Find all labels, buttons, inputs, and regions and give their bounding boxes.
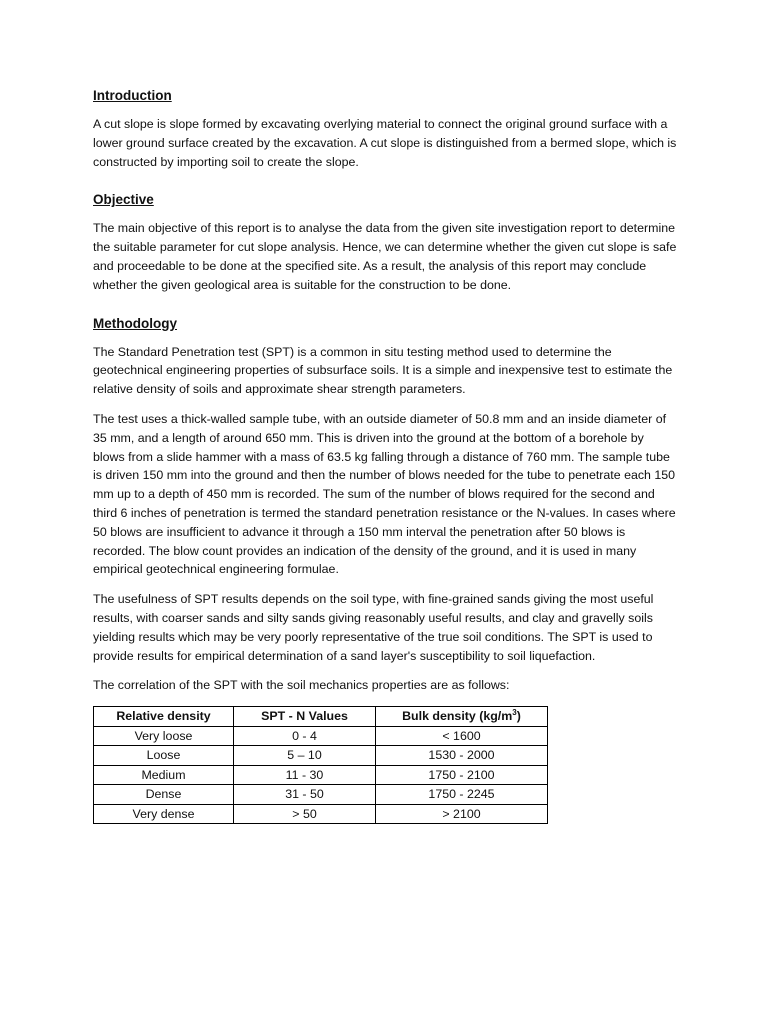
table-cell-bulk-density: 1530 - 2000 xyxy=(376,746,548,766)
table-cell-bulk-density: > 2100 xyxy=(376,804,548,824)
header-bulk-density-close: ) xyxy=(516,709,521,724)
table-row xyxy=(94,746,548,766)
table-cell-spt-n: 5 – 10 xyxy=(234,746,376,766)
table-cell-spt-n: 0 - 4 xyxy=(234,726,376,746)
table-intro-paragraph: The correlation of the SPT with the soil mechanics properties are as follows: xyxy=(93,678,510,693)
table-cell-relative-density: Very dense xyxy=(94,804,234,824)
table-cell-bulk-density: 1750 - 2245 xyxy=(376,785,548,805)
header-bulk-density xyxy=(376,707,548,727)
document-page xyxy=(93,86,677,824)
methodology-paragraph-1: The Standard Penetration test (SPT) is a common in situ testing method used to determine the geotechnical engineering properties of subsurface soils. It is a simple and inexpensive test to estimate the relative density of soils and approximate shear strength parameters. xyxy=(93,344,673,397)
header-relative-density: Relative density xyxy=(94,707,234,727)
table-row xyxy=(94,726,548,746)
objective-paragraph: The main objective of this report is to analyse the data from the given site investigation report to determine the suitable parameter for cut slope analysis. Hence, we can determine whether the given cut slope is safe and proceedable to be done at the specified site. As a result, the analysis of this report may conclude whether the given geological area is suitable for the construction to be done. xyxy=(93,221,677,292)
table-cell-bulk-density: < 1600 xyxy=(376,726,548,746)
header-spt-n-values: SPT - N Values xyxy=(234,707,376,727)
table-cell-spt-n: 11 - 30 xyxy=(234,765,376,785)
objective-heading: Objective xyxy=(93,192,154,208)
table-cell-spt-n: > 50 xyxy=(234,804,376,824)
table-row xyxy=(94,804,548,824)
methodology-paragraph-2: The test uses a thick-walled sample tube, with an outside diameter of 50.8 mm and an inside diameter of 35 mm, and a length of around 650 mm. This is driven into the ground at the bottom of a borehole by blows from a slide hammer with a mass of 63.5 kg falling through a distance of 760 mm. The sample tube is driven 150 mm into the ground and then the number of blows needed for the tube to penetrate each 150 mm up to a depth of 450 mm is recorded. The sum of the number of blows required for the second and third 6 inches of penetration is termed the standard penetration resistance or the N-values. In cases where 50 blows are insufficient to advance it through a 150 mm interval the penetration after 50 blows is recorded. The blow count provides an indication of the density of the ground, and it is used in many empirical geotechnical engineering formulae. xyxy=(93,411,676,577)
header-bulk-density-text: Bulk density (kg/m xyxy=(402,709,513,724)
table-cell-relative-density: Very loose xyxy=(94,726,234,746)
table-header-row xyxy=(94,707,548,727)
table-cell-relative-density: Medium xyxy=(94,765,234,785)
spt-correlation-table xyxy=(93,706,548,824)
table-row xyxy=(94,765,548,785)
methodology-heading: Methodology xyxy=(93,315,177,331)
header-bulk-density-exponent: 3 xyxy=(512,708,517,718)
table-cell-relative-density: Loose xyxy=(94,746,234,766)
methodology-paragraph-3: The usefulness of SPT results depends on the soil type, with fine-grained sands giving the most useful results, with coarser sands and silty sands giving reasonably useful results, and clay and gravelly soils yielding results which may be very poorly representative of the true soil conditions. The SPT is used to provide results for empirical determination of a sand layer's susceptibility to soil liquefaction. xyxy=(93,592,654,663)
table-row xyxy=(94,785,548,805)
table-cell-relative-density: Dense xyxy=(94,785,234,805)
table-cell-spt-n: 31 - 50 xyxy=(234,785,376,805)
table-cell-bulk-density: 1750 - 2100 xyxy=(376,765,548,785)
introduction-heading: Introduction xyxy=(93,88,172,103)
introduction-paragraph: A cut slope is slope formed by excavating overlying material to connect the original ground surface with a lower ground surface created by the excavation. A cut slope is distinguished from a bermed slope, which is constructed by importing soil to create the slope. xyxy=(93,117,677,169)
